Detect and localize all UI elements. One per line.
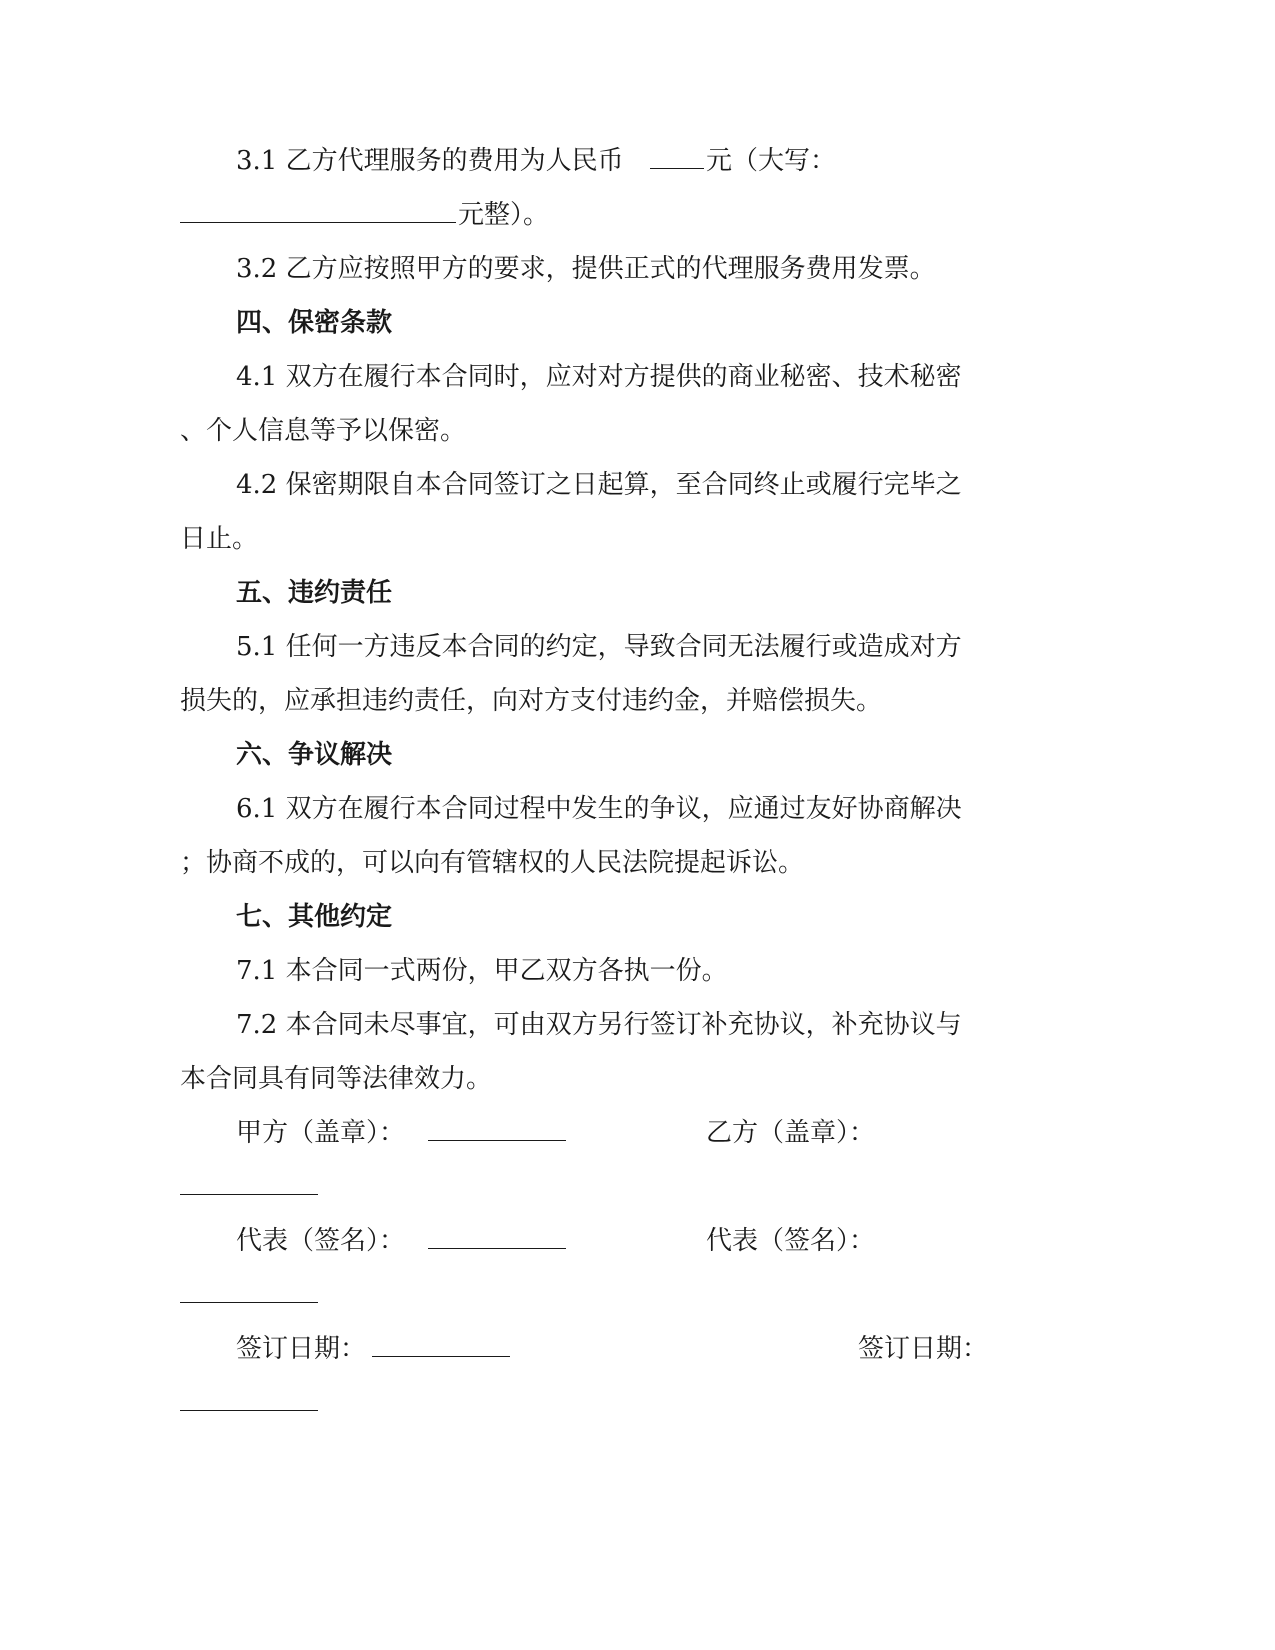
- section-title: 七、其他约定: [236, 902, 393, 932]
- signature-date-row: [0, 1329, 1275, 1369]
- party-a-rep-label: 代表（签名）：: [236, 1226, 406, 1256]
- fee-invoice-text: 3.2 乙方应按照甲方的要求，提供正式的代理服务费用发票。: [236, 254, 936, 284]
- signature-seal-row-continued: [0, 1167, 1275, 1207]
- signature-rep-row: [0, 1221, 1275, 1261]
- party-b-rep-blank[interactable]: [180, 1275, 318, 1315]
- liability-clause-5-1-line-1: [0, 627, 1275, 667]
- clause-text: 、个人信息等予以保密。: [180, 416, 467, 446]
- section-heading-other: [0, 897, 1275, 937]
- party-b-date-label: 签订日期：: [858, 1334, 989, 1364]
- clause-text: 4.2 保密期限自本合同签订之日起算，至合同终止或履行完毕之: [236, 470, 962, 500]
- fee-uppercase-blank: [180, 195, 456, 235]
- party-a-seal-label: 甲方（盖章）：: [236, 1118, 406, 1148]
- fee-clause-3-2: [0, 249, 1275, 289]
- dispute-clause-6-1-line-1: [0, 789, 1275, 829]
- clause-text: 6.1 双方在履行本合同过程中发生的争议，应通过友好协商解决: [236, 794, 962, 824]
- clause-text: ；协商不成的，可以向有管辖权的人民法院提起诉讼。: [180, 848, 805, 878]
- liability-clause-5-1-line-2: [0, 681, 1275, 721]
- section-heading-dispute: [0, 735, 1275, 775]
- other-clause-7-2-line-1: [0, 1005, 1275, 1045]
- confidentiality-clause-4-2-line-2: [0, 519, 1275, 559]
- party-b-rep-label: 代表（签名）：: [706, 1226, 876, 1256]
- party-a-date-label: 签订日期：: [236, 1334, 367, 1364]
- party-a-date-blank[interactable]: [372, 1329, 510, 1369]
- clause-text: 7.2 本合同未尽事宜，可由双方另行签订补充协议，补充协议与: [236, 1010, 962, 1040]
- clause-text: 日止。: [180, 524, 259, 554]
- confidentiality-clause-4-2-line-1: [0, 465, 1275, 505]
- fee-amount-text: 3.1 乙方代理服务的费用为人民币: [236, 146, 624, 176]
- confidentiality-clause-4-1-line-2: [0, 411, 1275, 451]
- section-heading-liability: [0, 573, 1275, 613]
- dispute-clause-6-1-line-2: [0, 843, 1275, 883]
- section-title: 五、违约责任: [236, 578, 393, 608]
- signature-rep-row-continued: [0, 1275, 1275, 1315]
- fee-amount-blank: [650, 141, 704, 181]
- signature-date-row-continued: [0, 1383, 1275, 1423]
- section-heading-confidentiality: [0, 303, 1275, 343]
- fee-clause-3-1-line-1: [0, 141, 1275, 181]
- party-b-date-blank[interactable]: [180, 1383, 318, 1423]
- party-a-seal-blank[interactable]: [428, 1113, 566, 1153]
- party-a-rep-blank[interactable]: [428, 1221, 566, 1261]
- party-b-seal-blank[interactable]: [180, 1167, 318, 1207]
- clause-text: 7.1 本合同一式两份，甲乙双方各执一份。: [236, 956, 728, 986]
- fee-clause-3-1-line-2: [0, 195, 1275, 235]
- clause-text: 5.1 任何一方违反本合同的约定，导致合同无法履行或造成对方: [236, 632, 962, 662]
- signature-seal-row: [0, 1113, 1275, 1153]
- other-clause-7-1: [0, 951, 1275, 991]
- section-title: 四、保密条款: [236, 308, 393, 338]
- party-b-seal-label: 乙方（盖章）：: [706, 1118, 876, 1148]
- clause-text: 本合同具有同等法律效力。: [180, 1064, 493, 1094]
- clause-text: 损失的，应承担违约责任，向对方支付违约金，并赔偿损失。: [180, 686, 883, 716]
- fee-uppercase-suffix: 元整）。: [458, 200, 550, 230]
- other-clause-7-2-line-2: [0, 1059, 1275, 1099]
- confidentiality-clause-4-1-line-1: [0, 357, 1275, 397]
- fee-uppercase-label: 元（大写：: [706, 146, 837, 176]
- section-title: 六、争议解决: [236, 740, 393, 770]
- clause-text: 4.1 双方在履行本合同时，应对对方提供的商业秘密、技术秘密: [236, 362, 962, 392]
